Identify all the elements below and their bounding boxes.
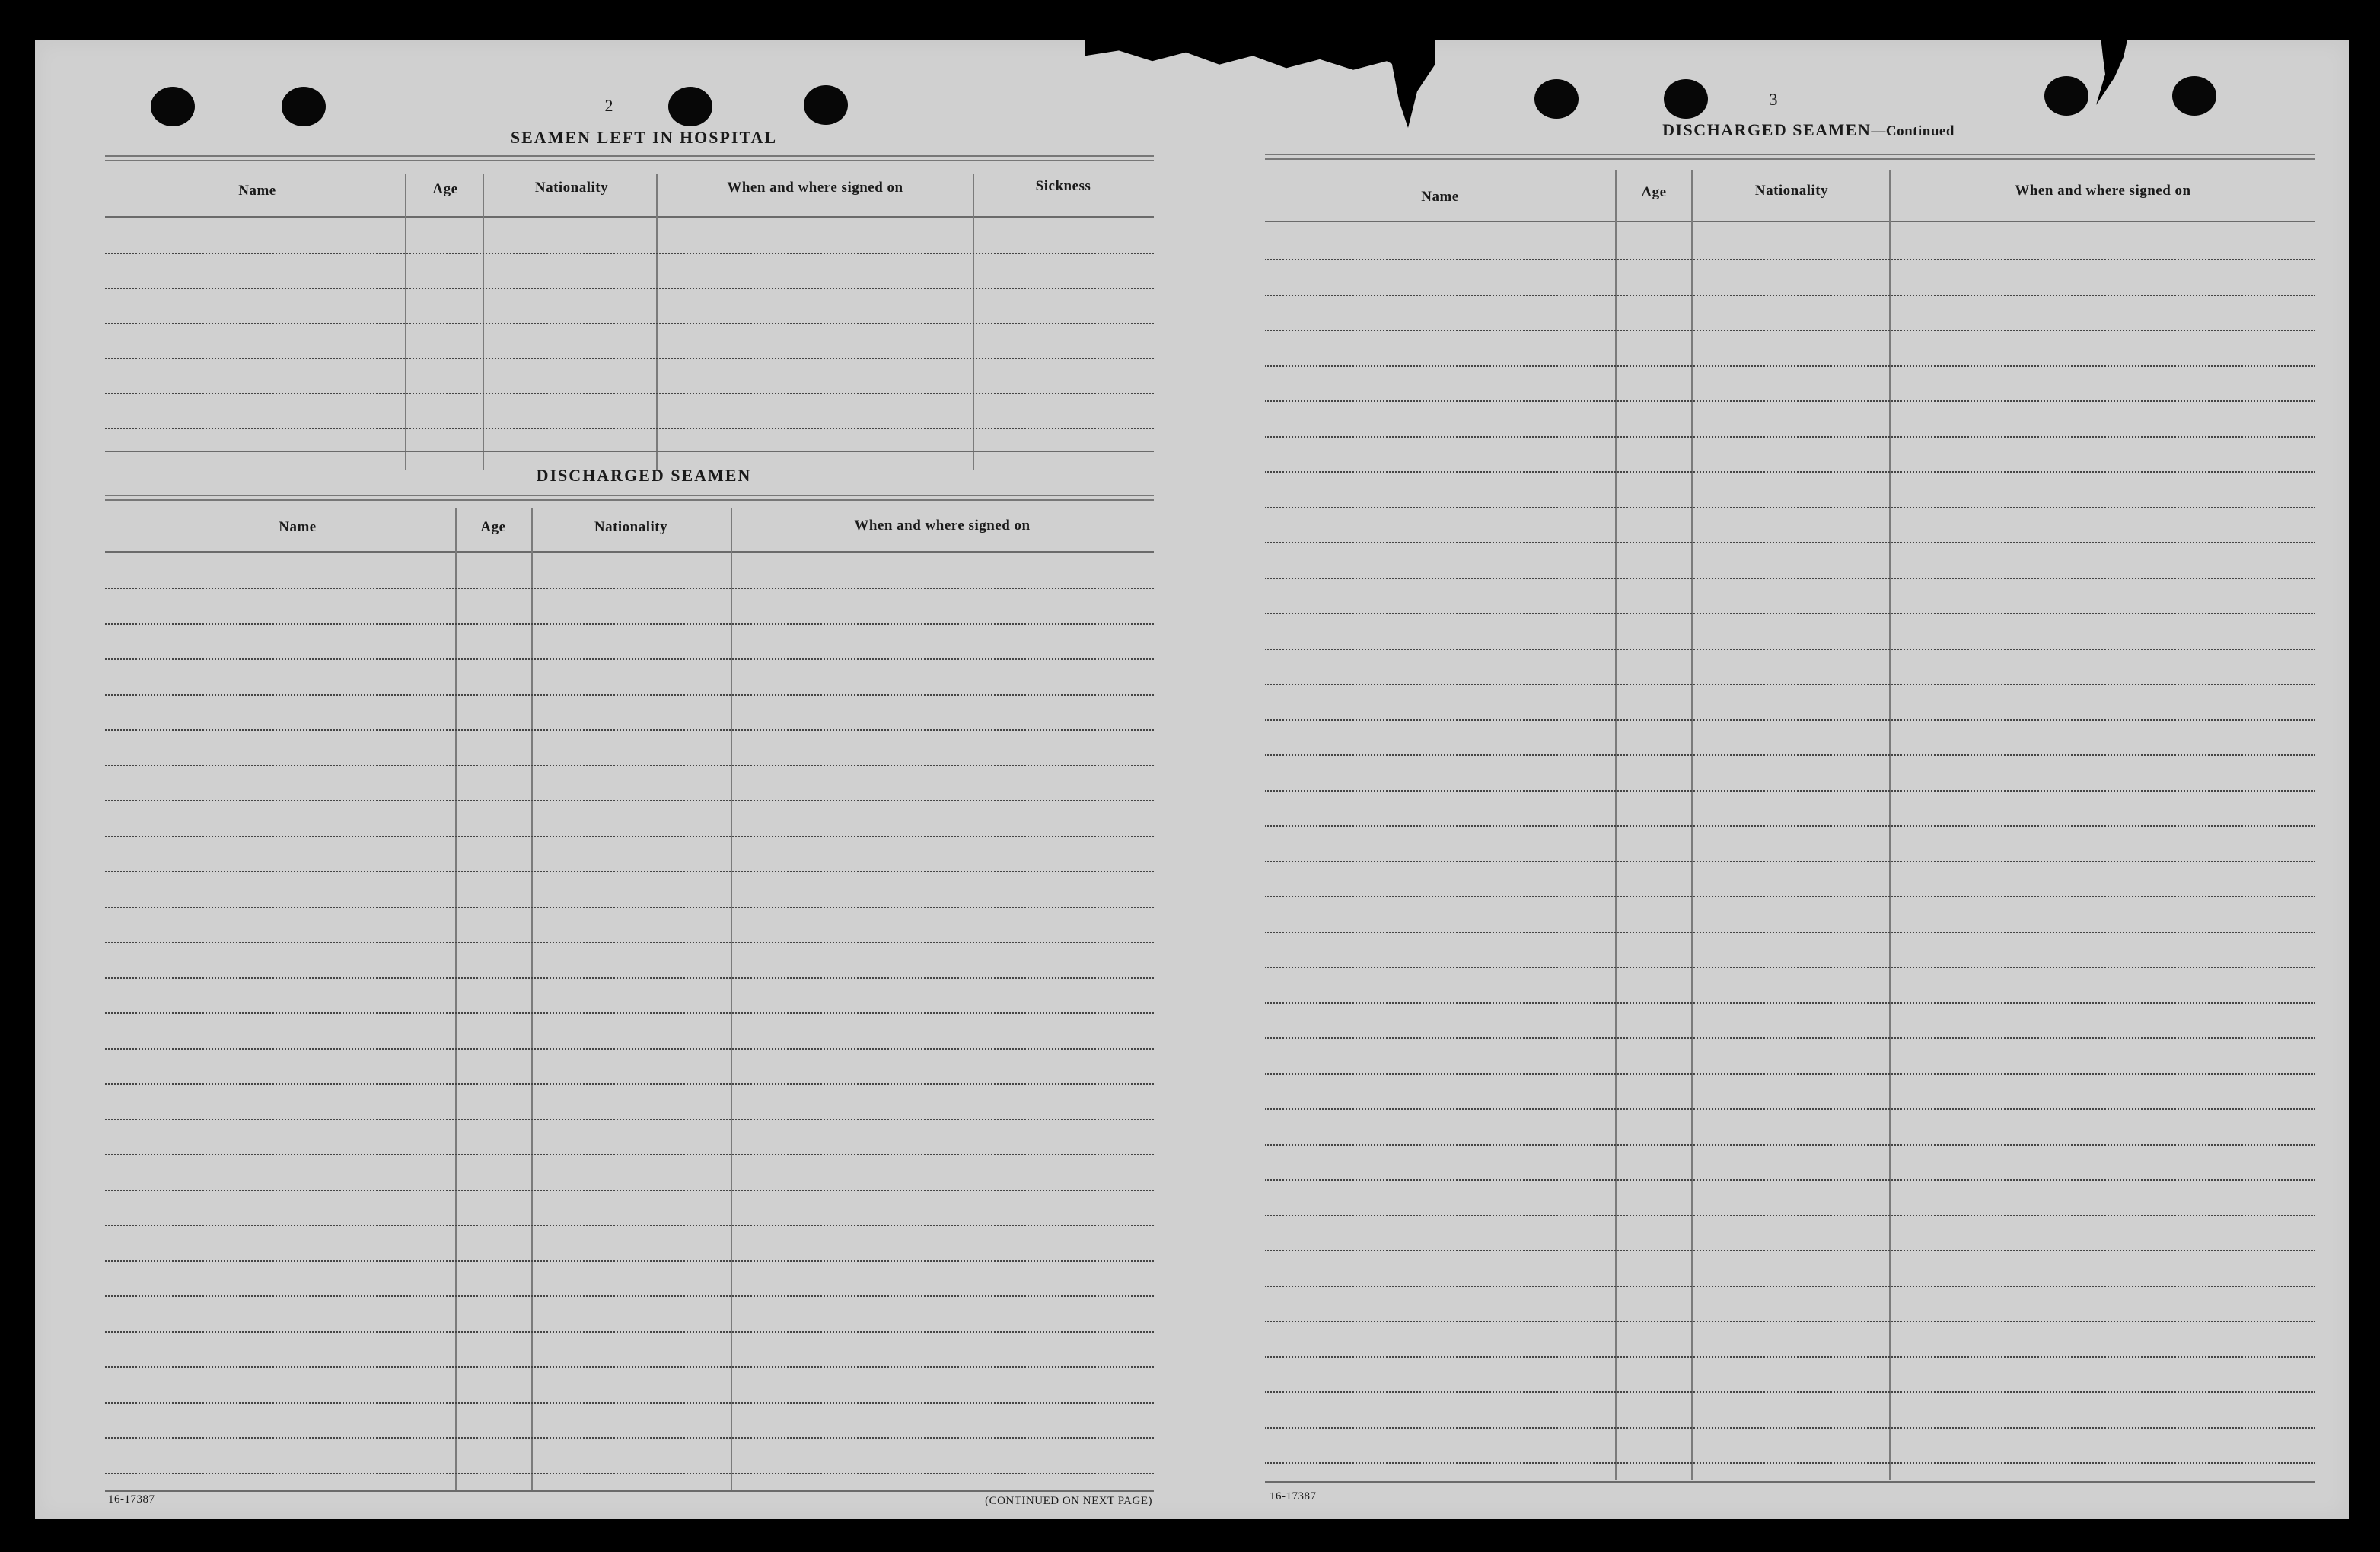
form-number: 16-17387 bbox=[108, 1493, 155, 1506]
form-row-line bbox=[105, 1154, 1154, 1155]
form-row-line bbox=[105, 836, 1154, 837]
column-divider bbox=[455, 508, 457, 1490]
form-row-line bbox=[105, 358, 1154, 359]
form-row-line bbox=[105, 1473, 1154, 1474]
form-row-line bbox=[1265, 967, 2315, 968]
form-row-line bbox=[105, 1190, 1154, 1191]
column-header-name: Name bbox=[279, 519, 317, 535]
form-row-line bbox=[105, 1083, 1154, 1085]
form-row-line bbox=[1265, 1356, 2315, 1358]
form-row-line bbox=[1265, 1286, 2315, 1287]
binder-hole-icon bbox=[804, 85, 848, 125]
form-row-line bbox=[1265, 613, 2315, 614]
section-title-hospital: SEAMEN LEFT IN HOSPITAL bbox=[510, 128, 778, 147]
column-divider bbox=[405, 174, 406, 470]
form-row-line bbox=[105, 658, 1154, 660]
column-divider bbox=[731, 508, 732, 1490]
column-header-name: Name bbox=[1421, 189, 1459, 205]
form-row-line bbox=[1265, 1179, 2315, 1181]
column-header-signed-on: When and where signed on bbox=[727, 180, 903, 196]
form-row-line bbox=[1265, 754, 2315, 756]
form-row-line bbox=[1265, 684, 2315, 685]
form-row-line bbox=[1265, 861, 2315, 862]
form-row-line bbox=[105, 1366, 1154, 1368]
form-row-line bbox=[105, 977, 1154, 979]
section-rule bbox=[105, 155, 1154, 161]
form-row-line bbox=[105, 800, 1154, 801]
header-rule bbox=[105, 216, 1154, 218]
column-header-sickness: Sickness bbox=[1035, 178, 1091, 194]
form-row-line bbox=[105, 1295, 1154, 1297]
column-header-age: Age bbox=[480, 519, 506, 535]
column-header-age: Age bbox=[1641, 184, 1667, 200]
form-row-line bbox=[105, 253, 1154, 254]
form-row-line bbox=[1265, 1144, 2315, 1146]
form-row-line bbox=[105, 1331, 1154, 1333]
form-row-line bbox=[1265, 1002, 2315, 1004]
column-divider bbox=[656, 174, 658, 470]
form-row-line bbox=[1265, 896, 2315, 897]
bottom-rule bbox=[1265, 1481, 2315, 1483]
form-row-line bbox=[1265, 825, 2315, 827]
column-divider bbox=[483, 174, 484, 470]
form-row-line bbox=[105, 288, 1154, 289]
title-main: DISCHARGED SEAMEN bbox=[1662, 120, 1872, 139]
column-header-name: Name bbox=[238, 183, 276, 199]
form-row-line bbox=[1265, 649, 2315, 650]
column-header-nationality: Nationality bbox=[594, 519, 668, 535]
form-row-line bbox=[1265, 1462, 2315, 1464]
form-row-line bbox=[1265, 436, 2315, 438]
column-header-nationality: Nationality bbox=[534, 180, 609, 196]
binder-hole-icon bbox=[151, 87, 195, 126]
form-row-line bbox=[105, 1048, 1154, 1050]
binder-hole-icon bbox=[1534, 79, 1579, 119]
form-number: 16-17387 bbox=[1270, 1490, 1317, 1503]
binder-hole-icon bbox=[1664, 79, 1708, 119]
header-rule bbox=[105, 551, 1154, 553]
form-row-line bbox=[105, 765, 1154, 766]
form-row-line bbox=[1265, 578, 2315, 579]
section-rule bbox=[1265, 154, 2315, 160]
torn-edge bbox=[1085, 37, 1420, 72]
binder-hole-icon bbox=[2172, 76, 2216, 116]
section-rule bbox=[105, 495, 1154, 501]
form-row-line bbox=[1265, 1073, 2315, 1075]
section-title-discharged-continued bbox=[1496, 120, 2120, 140]
form-row-line bbox=[1265, 330, 2315, 331]
form-row-line bbox=[1265, 1037, 2315, 1039]
form-row-line bbox=[1265, 471, 2315, 473]
continued-note: (CONTINUED ON NEXT PAGE) bbox=[985, 1495, 1152, 1507]
form-row-line bbox=[105, 942, 1154, 943]
page-number: 3 bbox=[1769, 90, 1778, 109]
form-row-line bbox=[1265, 542, 2315, 543]
form-row-line bbox=[1265, 932, 2315, 933]
binder-hole-icon bbox=[282, 87, 326, 126]
form-row-line bbox=[105, 907, 1154, 908]
form-row-line bbox=[105, 588, 1154, 589]
page-number: 2 bbox=[604, 96, 613, 115]
binder-hole-icon bbox=[2044, 76, 2088, 116]
header-rule bbox=[1265, 221, 2315, 222]
form-row-line bbox=[105, 1012, 1154, 1014]
form-row-line bbox=[1265, 790, 2315, 792]
torn-edge bbox=[2082, 37, 2128, 105]
title-suffix: —Continued bbox=[1871, 123, 1955, 139]
form-row-line bbox=[105, 694, 1154, 696]
form-row-line bbox=[105, 623, 1154, 625]
form-row-line bbox=[1265, 295, 2315, 296]
form-row-line bbox=[105, 323, 1154, 324]
form-row-line bbox=[105, 1260, 1154, 1262]
form-row-line bbox=[105, 393, 1154, 394]
form-row-line bbox=[105, 729, 1154, 731]
form-row-line bbox=[1265, 1215, 2315, 1216]
column-divider bbox=[531, 508, 533, 1490]
form-row-line bbox=[1265, 1391, 2315, 1393]
ledger-sheet bbox=[35, 40, 2349, 1519]
form-row-line bbox=[105, 1402, 1154, 1404]
section-rule bbox=[105, 451, 1154, 452]
binder-hole-icon bbox=[668, 87, 712, 126]
form-row-line bbox=[1265, 1321, 2315, 1322]
column-header-nationality: Nationality bbox=[1754, 183, 1829, 199]
form-row-line bbox=[105, 1119, 1154, 1120]
form-row-line bbox=[1265, 400, 2315, 402]
section-title-discharged: DISCHARGED SEAMEN bbox=[536, 466, 752, 485]
column-header-age: Age bbox=[432, 181, 458, 197]
form-row-line bbox=[1265, 365, 2315, 367]
form-row-line bbox=[1265, 1108, 2315, 1110]
form-row-line bbox=[1265, 1250, 2315, 1251]
form-row-line bbox=[1265, 507, 2315, 508]
form-row-line bbox=[105, 871, 1154, 872]
column-divider bbox=[973, 174, 974, 470]
form-row-line bbox=[1265, 719, 2315, 721]
bottom-rule bbox=[105, 1490, 1154, 1492]
form-row-line bbox=[1265, 1427, 2315, 1429]
form-row-line bbox=[1265, 259, 2315, 260]
form-row-line bbox=[105, 1437, 1154, 1439]
column-header-signed-on: When and where signed on bbox=[2015, 183, 2191, 199]
column-header-signed-on: When and where signed on bbox=[854, 518, 1031, 534]
form-row-line bbox=[105, 1225, 1154, 1226]
form-row-line bbox=[105, 428, 1154, 429]
